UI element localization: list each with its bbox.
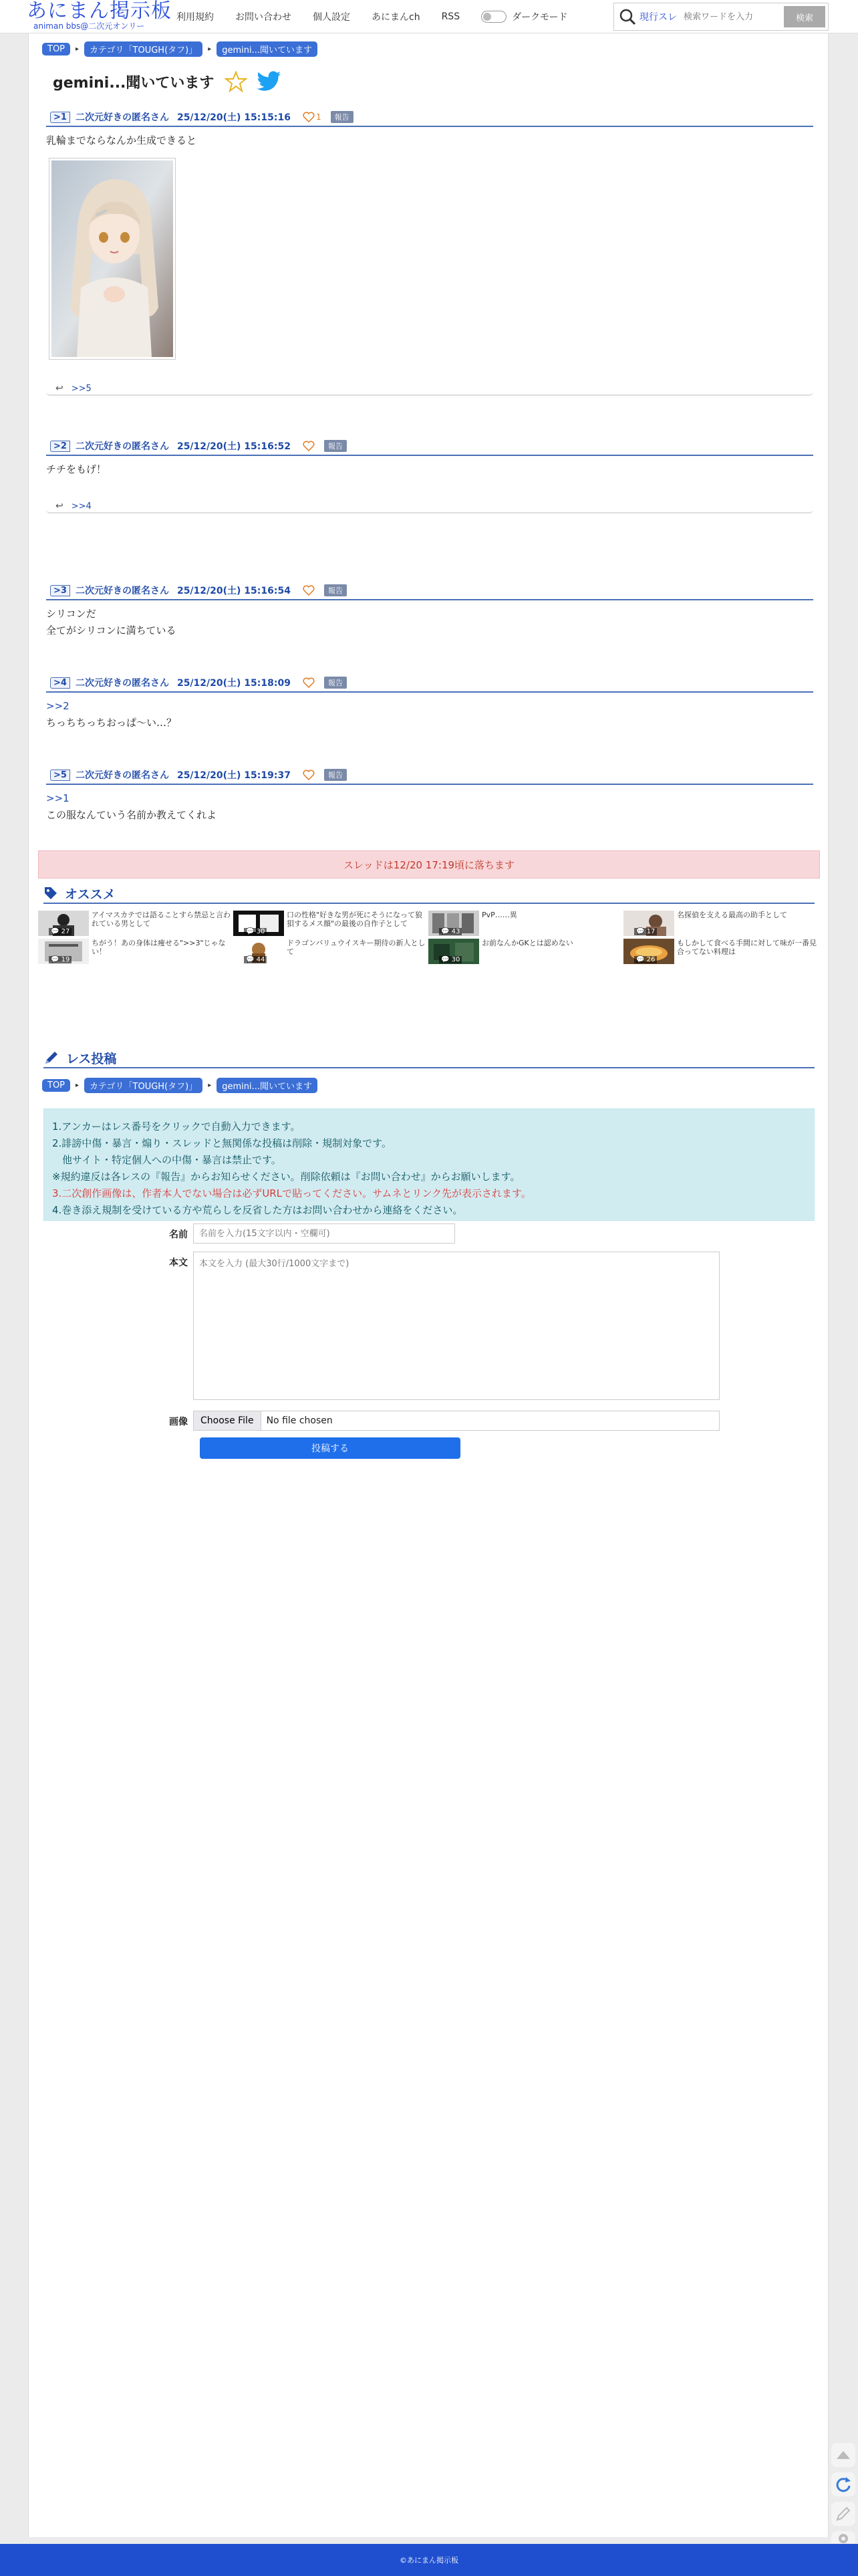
search-mode-select[interactable]: 現行スレ xyxy=(639,12,677,23)
dark-mode-label: ダークモード xyxy=(512,12,568,23)
reload-button[interactable] xyxy=(831,2472,855,2496)
recommend-header xyxy=(43,884,815,904)
nav-settings[interactable]: 個人設定 xyxy=(313,12,350,23)
anime-girl-image xyxy=(51,160,173,357)
crumb-separator: ▸ xyxy=(76,45,80,53)
crumb-separator: ▸ xyxy=(208,1082,212,1089)
post-number-value: 4 xyxy=(60,677,67,688)
nav-rss[interactable]: RSS xyxy=(441,11,460,22)
settings-button[interactable] xyxy=(831,2531,855,2543)
post-date: 25/12/20(土) 15:15:16 xyxy=(176,112,291,123)
recommend-count: 💬 27 xyxy=(49,928,72,935)
thread-title-row xyxy=(53,71,282,92)
nav-contact[interactable]: お問い合わせ xyxy=(235,12,291,23)
recommend-item[interactable] xyxy=(428,939,622,964)
post-header xyxy=(46,437,813,456)
top-nav xyxy=(176,0,568,33)
search-input[interactable] xyxy=(684,12,784,22)
like-heart-icon[interactable] xyxy=(303,112,315,122)
recommend-count: 💬 30 xyxy=(244,928,267,935)
search-bar xyxy=(613,3,829,31)
like-heart-icon[interactable] xyxy=(303,770,315,780)
recommend-count-value: 30 xyxy=(256,928,265,935)
search-button[interactable]: 検索 xyxy=(784,6,825,27)
choose-file-button[interactable]: Choose File xyxy=(194,1411,261,1430)
report-button[interactable]: 報告 xyxy=(324,584,347,596)
poster-name: 二次元好きの匿名さん xyxy=(75,586,169,596)
breadcrumb xyxy=(42,1078,317,1093)
report-button[interactable]: 報告 xyxy=(324,677,347,689)
reply-link[interactable]: >>4 xyxy=(71,501,92,511)
rule-line: 4.巻き添え規制を受けている方や荒らしを反省した方はお問い合わせから連絡をください。 xyxy=(52,1204,463,1216)
site-logo[interactable] xyxy=(27,0,172,32)
recommend-count-value: 19 xyxy=(61,956,70,963)
recommend-title: 口の性格"好きな男が死にそうになって狼狽するメス顔"の最後の自作子として xyxy=(287,911,423,928)
crumb-category[interactable]: カテゴリ「TOUGH(タフ)」 xyxy=(84,41,202,57)
post-number[interactable]: >5 xyxy=(50,770,70,781)
reply-row xyxy=(46,500,813,513)
crumb-top[interactable]: TOP xyxy=(42,1079,70,1092)
arrow-up-icon xyxy=(835,2450,851,2460)
report-button[interactable]: 報告 xyxy=(331,111,353,123)
rule-line: 他サイト・特定個人への中傷・暴言は禁止です。 xyxy=(52,1154,281,1166)
recommend-heading: オススメ xyxy=(65,887,116,902)
recommend-count-value: 44 xyxy=(256,956,265,963)
recommend-count-value: 26 xyxy=(646,956,656,963)
post-number-value: 5 xyxy=(60,770,67,780)
post-body xyxy=(46,132,813,149)
post-body xyxy=(46,698,813,731)
post-number[interactable]: >1 xyxy=(50,112,70,123)
search-icon xyxy=(618,7,637,26)
anchor-link[interactable]: >>2 xyxy=(46,700,69,712)
recommend-count: 💬 17 xyxy=(634,928,657,935)
post-number-value: 2 xyxy=(60,441,67,451)
like-heart-icon[interactable] xyxy=(303,585,315,596)
recommend-count: 💬 19 xyxy=(49,956,72,963)
scroll-top-button[interactable] xyxy=(831,2443,855,2467)
recommend-item[interactable] xyxy=(38,911,232,936)
posting-rules xyxy=(43,1108,815,1221)
post-header xyxy=(46,766,813,785)
recommend-item[interactable] xyxy=(233,939,427,964)
logo-sub-text: animan bbs@二次元オンリー xyxy=(33,21,145,31)
post-text-line: ちっちちっちおっぱ〜い…？ xyxy=(46,717,177,729)
name-label: 名前 xyxy=(169,1230,188,1240)
recommend-title: 名探偵を支える最高の助手として xyxy=(677,911,787,919)
rule-line: 2.誹謗中傷・暴言・煽り・スレッドと無関係な投稿は削除・規制対象です。 xyxy=(52,1137,392,1149)
crumb-thread[interactable]: gemini...聞いています xyxy=(217,41,317,57)
crumb-separator: ▸ xyxy=(76,1082,80,1089)
recommend-count-value: 43 xyxy=(451,928,460,935)
recommend-item[interactable] xyxy=(428,911,622,936)
anchor-link[interactable]: >>1 xyxy=(46,792,69,804)
rule-line: 3.二次創作画像は、作者本人でない場合は必ずURLで貼ってください。サムネとリンク先が表示されます。 xyxy=(52,1187,531,1199)
submit-post-button[interactable]: 投稿する xyxy=(200,1437,460,1459)
post-date: 25/12/20(土) 15:16:52 xyxy=(176,441,291,452)
recommend-item[interactable] xyxy=(233,911,427,936)
crumb-separator: ▸ xyxy=(208,45,212,53)
post-header xyxy=(46,582,813,600)
post-number[interactable]: >2 xyxy=(50,441,70,452)
recommend-count: 💬 26 xyxy=(634,956,657,963)
poster-name: 二次元好きの匿名さん xyxy=(75,112,169,123)
like-heart-icon[interactable] xyxy=(303,441,315,451)
post-date: 25/12/20(土) 15:16:54 xyxy=(176,586,291,596)
post-number-value: 1 xyxy=(60,112,67,122)
dark-mode-toggle[interactable] xyxy=(481,10,567,23)
post-number-value: 3 xyxy=(60,585,67,596)
post-text-line: シリコンだ xyxy=(46,608,96,620)
nav-terms[interactable]: 利用規約 xyxy=(176,12,214,23)
recommend-title: もしかして食べる手間に対して味が一番見合ってない料理は xyxy=(677,939,817,956)
post-number[interactable]: >3 xyxy=(50,585,70,596)
recommend-title: アイマスカテでは語ることすら禁忌と言われている男として xyxy=(92,911,231,928)
report-button[interactable]: 報告 xyxy=(324,769,347,781)
recommend-count: 💬 43 xyxy=(439,928,462,935)
recommend-count-value: 27 xyxy=(61,928,70,935)
post-body xyxy=(46,790,813,824)
crumb-category[interactable]: カテゴリ「TOUGH(タフ)」 xyxy=(84,1078,202,1093)
main-content xyxy=(28,33,829,2537)
rule-line: 1.アンカーはレス番号をクリックで自動入力できます。 xyxy=(52,1121,301,1133)
site-footer xyxy=(0,2544,858,2576)
image-file-input[interactable] xyxy=(193,1411,720,1431)
crumb-thread[interactable]: gemini...聞いています xyxy=(217,1078,317,1093)
report-button[interactable]: 報告 xyxy=(324,440,347,452)
body-label: 本文 xyxy=(169,1258,188,1268)
breadcrumb xyxy=(42,41,317,57)
post-header xyxy=(46,674,813,693)
recommend-count: 💬 44 xyxy=(244,956,267,963)
site-header xyxy=(0,0,858,33)
poster-name: 二次元好きの匿名さん xyxy=(75,441,169,452)
rule-line: ※規約違反は各レスの『報告』からお知らせください。削除依頼は『お問い合わせ』からお願いします。 xyxy=(52,1171,521,1183)
body-textarea[interactable] xyxy=(193,1252,720,1400)
reply-link[interactable]: >>5 xyxy=(71,383,92,394)
reply-row xyxy=(46,382,813,396)
file-status: No file chosen xyxy=(266,1415,333,1426)
pencil-icon xyxy=(43,1050,59,1066)
post-text-line: 乳輪までならなんか生成できると xyxy=(46,134,197,146)
nav-animanch[interactable]: あにまんch xyxy=(372,12,420,23)
post-header xyxy=(46,108,813,127)
recommend-title: ちがう！あの身体は痩せる">>3"じゃない！ xyxy=(92,939,226,956)
recommend-count-value: 17 xyxy=(646,928,656,935)
post-body xyxy=(46,461,813,478)
recommend-title: PvP……異 xyxy=(482,911,517,919)
post-text-line: 全てがシリコンに満ちている xyxy=(46,624,176,636)
recommend-item[interactable] xyxy=(623,911,817,936)
thread-expiry-notice: スレッドは12/20 17:19頃に落ちます xyxy=(38,850,820,879)
favorite-star-icon[interactable] xyxy=(225,71,247,92)
like-heart-icon[interactable] xyxy=(303,677,315,688)
poster-name: 二次元好きの匿名さん xyxy=(75,770,169,781)
post-image[interactable] xyxy=(49,158,176,360)
poster-name: 二次元好きの匿名さん xyxy=(75,678,169,689)
recommend-item[interactable] xyxy=(623,939,817,964)
post-form-header xyxy=(43,1048,815,1068)
name-field[interactable] xyxy=(193,1223,455,1244)
gear-icon xyxy=(836,2531,851,2543)
post-body xyxy=(46,606,813,639)
post-number[interactable]: >4 xyxy=(50,677,70,689)
recommend-count-value: 30 xyxy=(451,956,460,963)
write-button[interactable] xyxy=(831,2502,855,2526)
reply-arrow-icon: ↩ xyxy=(55,501,63,511)
post-form-heading: レス投稿 xyxy=(66,1051,117,1066)
toggle-knob xyxy=(483,13,491,21)
like-count: 1 xyxy=(315,112,321,122)
crumb-top[interactable]: TOP xyxy=(42,43,70,55)
image-label: 画像 xyxy=(169,1417,188,1427)
recommend-title: お前なんかGKとは認めない xyxy=(482,939,573,947)
post-text-line: この服なんていう名前か教えてくれよ xyxy=(46,809,217,821)
pencil-icon xyxy=(835,2506,851,2522)
reply-arrow-icon: ↩ xyxy=(55,383,63,394)
toggle-switch[interactable] xyxy=(481,11,507,23)
recommend-title: ドラゴンバリュウイスキー期待の新人として xyxy=(287,939,426,956)
twitter-share-icon[interactable] xyxy=(257,71,282,92)
reload-icon xyxy=(835,2476,852,2493)
page-title: gemini...聞いています xyxy=(53,74,214,92)
recommend-item[interactable] xyxy=(38,939,232,964)
tag-icon xyxy=(43,886,58,901)
post-text-line: チチをもげ！ xyxy=(46,463,107,475)
copyright-text: ©あにまん掲示板 xyxy=(400,2556,458,2565)
post-date: 25/12/20(土) 15:19:37 xyxy=(176,770,291,781)
post-date: 25/12/20(土) 15:18:09 xyxy=(176,678,291,689)
recommend-count: 💬 30 xyxy=(439,956,462,963)
logo-main-text: あにまん掲示板 xyxy=(27,0,172,23)
